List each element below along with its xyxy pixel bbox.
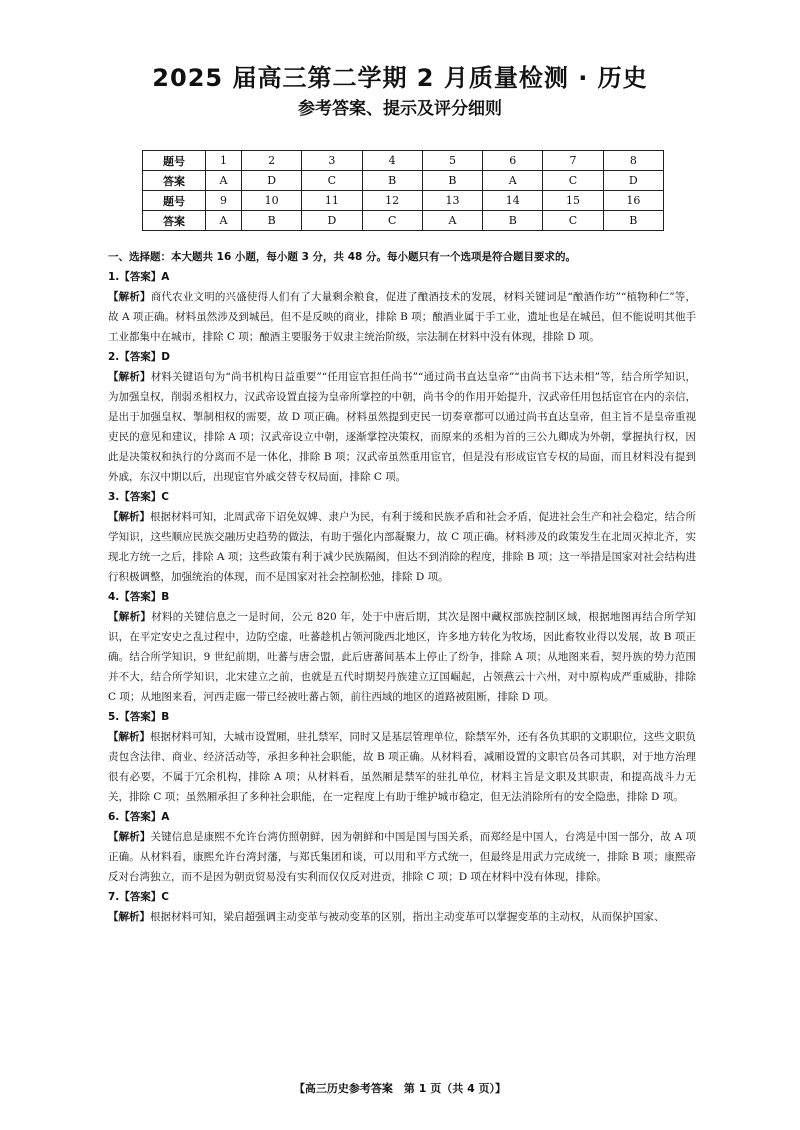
question-number: 7. <box>108 891 120 903</box>
explanation-text: 根据材料可知，梁启超强调主动变革与被动变革的区别，指出主动变革可以掌握变革的主动权，从而保护国家、 <box>150 911 665 923</box>
answer-line <box>108 487 696 507</box>
answer-line <box>108 347 696 367</box>
answer-cell: C <box>543 211 603 231</box>
explanation-text: 商代农业文明的兴盛使得人们有了大量剩余粮食，促进了酿酒技术的发展，材料关键词是“酿酒作坊”“植物种仁”等，故 A 项正确。材料虽然涉及到城邑，但不是反映的商业，排除 B 项；酿酒业属于手工业，遗址也是在城邑，但不能说明其他手工业都集中在城市，排除 C 项；酿酒主要服务于奴隶主统治阶级，宗法制在材料中没有体现，排除 D 项。 <box>108 291 696 343</box>
answer-tag: 【答案】 <box>119 351 162 363</box>
answer-letter: C <box>161 891 170 903</box>
answer-row <box>143 211 664 231</box>
answer-cell: A <box>483 171 543 191</box>
answer-cell: C <box>543 171 603 191</box>
answer-cell: C <box>302 171 362 191</box>
answer-cell: C <box>362 211 422 231</box>
question-number-cell: 3 <box>302 151 362 171</box>
question-item <box>108 487 696 587</box>
explanation-paragraph <box>108 907 696 927</box>
question-number-cell: 1 <box>206 151 242 171</box>
answer-letter: A <box>161 811 170 823</box>
explanations <box>108 247 696 927</box>
explanation-text: 根据材料可知，大城市设置厢，驻扎禁军，同时又是基层管理单位，除禁军外，还有各负其职的文职职位，这些文职负责包含法律、商业、经济活动等，承担多种社会职能，故 B 项正确。从材料看，减厢设置的文职官员各司其职，对于地方治理很有必要，不属于冗余机构，排除 A 项；从材料看，虽然厢是禁军的驻扎单位，材料主旨是文职及其职责，和提高战斗力无关，排除 C 项；虽然厢承担了多种社会职能，在一定程度上有助于维护城市稳定，但无法消除所有的安全隐患，排除 D 项。 <box>108 731 696 803</box>
answer-tag: 【答案】 <box>119 811 162 823</box>
answer-line <box>108 267 696 287</box>
question-number: 3. <box>108 491 120 503</box>
explanation-tag: 【解析】 <box>108 831 151 843</box>
explanation-paragraph <box>108 367 696 487</box>
question-number-cell: 14 <box>483 191 543 211</box>
question-item <box>108 707 696 807</box>
answer-table <box>142 150 664 231</box>
question-number-cell: 13 <box>422 191 482 211</box>
answer-cell: B <box>483 211 543 231</box>
explanation-tag: 【解析】 <box>108 611 152 623</box>
explanation-tag: 【解析】 <box>108 511 150 523</box>
explanation-tag: 【解析】 <box>108 911 150 923</box>
answer-letter: C <box>161 491 170 503</box>
explanation-text: 根据材料可知，北周武帝下诏免奴婢、隶户为民，有利于缓和民族矛盾和社会矛盾，促进社会生产和社会稳定，结合所学知识，这些顺应民族交融历史趋势的做法，有助于强化内部凝聚力，故 C 项正确。材料涉及的政策发生在北周灭掉北齐，实现北方统一之后，排除 A 项；这些政策有利于减少民族隔阂，但达不到消除的程度，排除 B 项；这一举措是国家对社会结构进行积极调整，加强统治的体现，而不是国家对社会控制松弛，排除 D 项。 <box>108 511 696 583</box>
answer-line <box>108 887 696 907</box>
explanation-tag: 【解析】 <box>108 371 151 383</box>
answer-cell: B <box>362 171 422 191</box>
question-number-cell: 5 <box>422 151 482 171</box>
explanation-paragraph <box>108 727 696 807</box>
answer-letter: B <box>161 591 170 603</box>
question-number-cell: 2 <box>241 151 301 171</box>
answer-cell: A <box>422 211 482 231</box>
question-number-cell: 4 <box>362 151 422 171</box>
answer-cell: B <box>603 211 663 231</box>
answer-cell: A <box>206 211 242 231</box>
question-item <box>108 807 696 887</box>
answer-tag: 【答案】 <box>119 711 162 723</box>
answer-cell: D <box>241 171 301 191</box>
answer-line <box>108 807 696 827</box>
question-number: 6. <box>108 811 120 823</box>
question-item <box>108 887 696 927</box>
question-number-cell: 6 <box>483 151 543 171</box>
answer-tag: 【答案】 <box>119 491 162 503</box>
question-number-cell: 12 <box>362 191 422 211</box>
answer-line <box>108 587 696 607</box>
answer-tag: 【答案】 <box>119 891 162 903</box>
question-number-cell: 8 <box>603 151 663 171</box>
question-number: 1. <box>108 271 120 283</box>
question-number-cell: 10 <box>241 191 301 211</box>
question-number-cell: 16 <box>603 191 663 211</box>
section-heading: 一、选择题：本大题共 16 小题，每小题 3 分，共 48 分。每小题只有一个选项是符合题目要求的。 <box>108 251 576 263</box>
question-number-cell: 15 <box>543 191 603 211</box>
question-number: 4. <box>108 591 120 603</box>
explanation-text: 材料的关键信息之一是时间，公元 820 年，处于中唐后期，其次是图中藏权部族控制区域，根据地图再结合所学知识，在平定安史之乱过程中，边防空虚，吐蕃趁机占领河陇西北地区，许多地方转化为牧场，因此畜牧业得以发展，故 B 项正确。结合所学知识，9 世纪前期，吐蕃与唐会盟，此后唐蕃间基本上停止了纷争，排除 A 项；从地图来看，契丹族的势力范围并不大，结合所学知识，北宋建立之前，也就是五代时期契丹族建立辽国崛起，占领燕云十六州，对中原构成严重威胁，排除 C 项；从地图来看，河西走廊一带已经被吐蕃占领，前往西域的地区的道路被阻断，排除 D 项。 <box>108 611 696 703</box>
row-label: 答案 <box>143 171 206 191</box>
explanation-paragraph <box>108 607 696 707</box>
answer-cell: B <box>422 171 482 191</box>
question-number: 5. <box>108 711 120 723</box>
question-number: 2. <box>108 351 120 363</box>
question-number-cell: 9 <box>206 191 242 211</box>
page-footer: 【高三历史参考答案 第 1 页（共 4 页）】 <box>293 1082 507 1095</box>
explanation-text: 材料关键语句为“尚书机构日益重要”“任用宦官担任尚书”“通过尚书直达皇帝”“由尚书下达未相”等，结合所学知识，为加强皇权，削弱丞相权力，汉武帝设置直接为皇帝所掌控的中朝，尚书令的作用开始提升，汉武帝任用包括宦官在内的亲信，是出于加强皇权、掣制相权的需要，故 D 项正确。材料虽然提到吏民一切奏章都可以通过尚书直达皇帝，但主旨不是皇帝重视吏民的意见和建议，排除 A 项；汉武帝设立中朝，逐渐掌控决策权，而原来的丞相为首的三公九卿成为外朝，掌握执行权，因此是决策权和执行的分离而不是一体化，排除 B 项；汉武帝虽然重用宦官，但是没有形成宦官专权的局面，而且材料没有提到外戚，东汉中期以后，出现宦官外戚交替专权局面，排除 C 项。 <box>108 371 696 483</box>
answer-line <box>108 707 696 727</box>
explanation-tag: 【解析】 <box>108 731 150 743</box>
answer-cell: B <box>241 211 301 231</box>
explanation-paragraph <box>108 507 696 587</box>
answer-cell: A <box>206 171 242 191</box>
answer-cell: D <box>302 211 362 231</box>
row-label: 题号 <box>143 191 206 211</box>
row-label: 答案 <box>143 211 206 231</box>
page-subtitle: 参考答案、提示及评分细则 <box>298 99 502 119</box>
question-number-row <box>143 191 664 211</box>
explanation-text: 关键信息是康熙不允许台湾仿照朝鲜，因为朝鲜和中国是国与国关系，而郑经是中国人，台湾是中国一部分，故 A 项正确。从材料看，康熙允许台湾封藩，与郑氏集团和谈，可以用和平方式统一，但最终是用武力完成统一，排除 B 项；康熙帝反对台湾独立，而不是因为朝贡贸易没有实利而仅仅反对进贡，排除 C 项；D 项在材料中没有体现，排除。 <box>108 831 697 883</box>
answer-tag: 【答案】 <box>119 591 162 603</box>
answer-letter: A <box>161 271 170 283</box>
answer-letter: D <box>161 351 171 363</box>
row-label: 题号 <box>143 151 206 171</box>
question-number-row <box>143 151 664 171</box>
answer-cell: D <box>603 171 663 191</box>
question-item <box>108 267 696 347</box>
answer-letter: B <box>161 711 170 723</box>
question-item <box>108 347 696 487</box>
explanation-paragraph <box>108 827 696 887</box>
question-number-cell: 7 <box>543 151 603 171</box>
question-list <box>108 267 696 927</box>
explanation-tag: 【解析】 <box>108 291 151 303</box>
question-number-cell: 11 <box>302 191 362 211</box>
page-title: 2025 届高三第二学期 2 月质量检测 · 历史 <box>152 64 648 92</box>
question-item <box>108 587 696 707</box>
answer-tag: 【答案】 <box>119 271 162 283</box>
answer-row <box>143 171 664 191</box>
explanation-paragraph <box>108 287 696 347</box>
